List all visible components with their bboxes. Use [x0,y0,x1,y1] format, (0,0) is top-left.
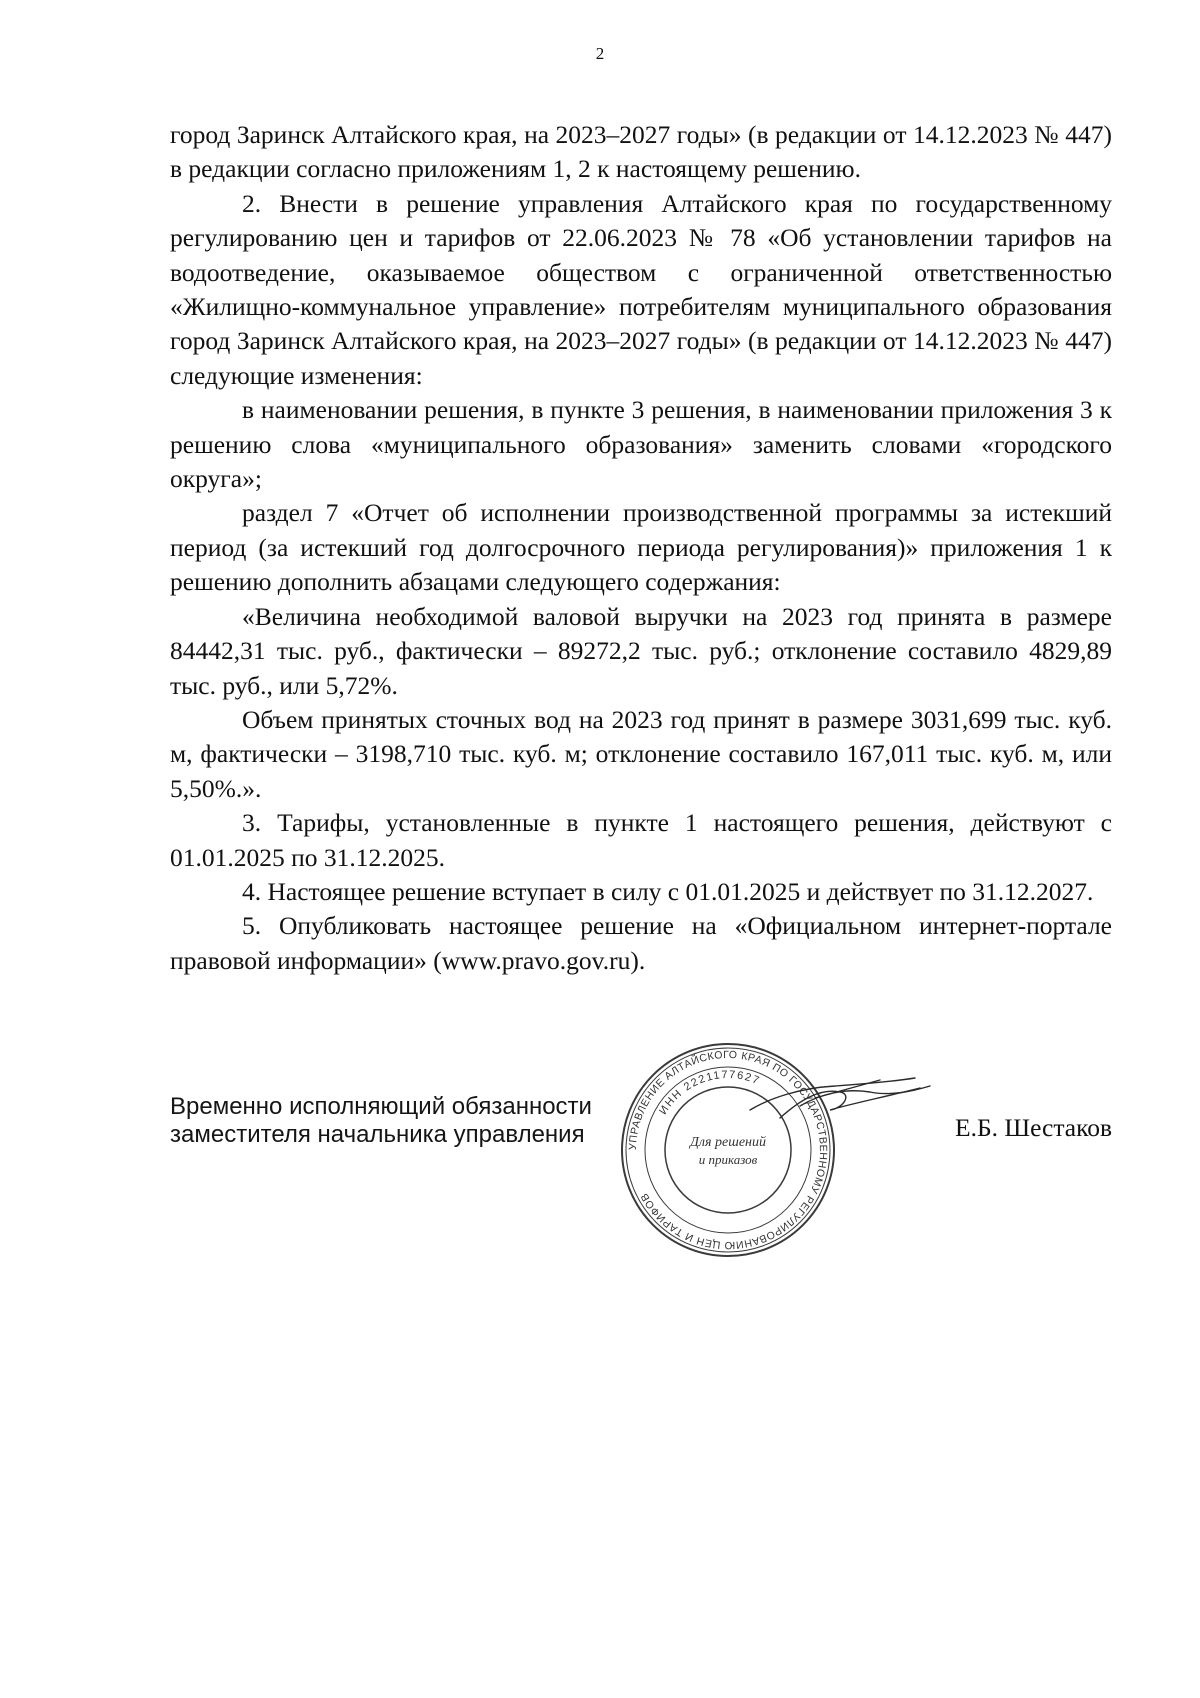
signatory-position-line-1: Временно исполняющий обязанности [170,1093,592,1120]
stamp-center-line-2: и приказов [698,1152,758,1167]
paragraph-item-3: 3. Тарифы, установленные в пункте 1 настоящего решения, действуют с 01.01.2025 по 31.12.2025. [170,808,1112,872]
page-number: 2 [595,44,605,63]
paragraph-rename: в наименовании решения, в пункте 3 решения, в наименовании приложения 3 к решению слова «муниципального образования» заменить словами «городского округа»; [170,395,1112,494]
paragraph-continuation: город Заринск Алтайского края, на 2023–2027 годы» (в редакции от 14.12.2023 № 447) в редакции согласно приложениям 1, 2 к настоящему решению. [170,120,1112,184]
stamp-outer-text: УПРАВЛЕНИЕ АЛТАЙСКОГО КРАЯ ПО ГОСУДАРСТВЕННОМУ РЕГУЛИРОВАНИЮ ЦЕН И ТАРИФОВ [626,1048,830,1252]
paragraph-revenue: «Величина необходимой валовой выручки на 2023 год принята в размере 84442,31 тыс. руб., фактически – 89272,2 тыс. руб.; отклонение составило 4829,89 тыс. руб., или 5,72%. [170,601,1112,700]
document-body [170,118,1112,978]
handwritten-signature [740,1058,940,1138]
signatory-position-line-2: заместителя начальника управления [170,1121,585,1148]
paragraph-item-5: 5. Опубликовать настоящее решение на «Официальном интернет-портале правовой информации» (www.pravo.gov.ru). [170,911,1112,975]
stamp-inn: ИНН 2221177627 [657,1068,762,1117]
signatory-name: Е.Б. Шестаков [955,1113,1112,1142]
stamp-center-line-1: Для решений [690,1135,766,1150]
paragraph-volume: Объем принятых сточных вод на 2023 год принят в размере 3031,699 тыс. куб. м, фактически – 3198,710 тыс. куб. м; отклонение составило 167,011 тыс. куб. м, или 5,50%.». [170,704,1112,803]
paragraph-item-4: 4. Настоящее решение вступает в силу с 01.01.2025 и действует по 31.12.2027. [242,876,1094,906]
signatory-position [170,1093,592,1149]
paragraph-section-7: раздел 7 «Отчет об исполнении производственной программы за истекший период (за истекший год долгосрочного периода регулирования)» приложения 1 к решению дополнить абзацами следующего содержания: [170,498,1112,597]
paragraph-item-2: 2. Внести в решение управления Алтайского края по государственному регулированию цен и тарифов от 22.06.2023 № 78 «Об установлении тарифов на водоотведение, оказываемое обществом с ограниченной ответственностью «Жилищно-коммунальное управление» потребителям муниципального образования город Заринск Алтайского края, на 2023–2027 годы» (в редакции от 14.12.2023 № 447) следующие изменения: [170,188,1112,390]
